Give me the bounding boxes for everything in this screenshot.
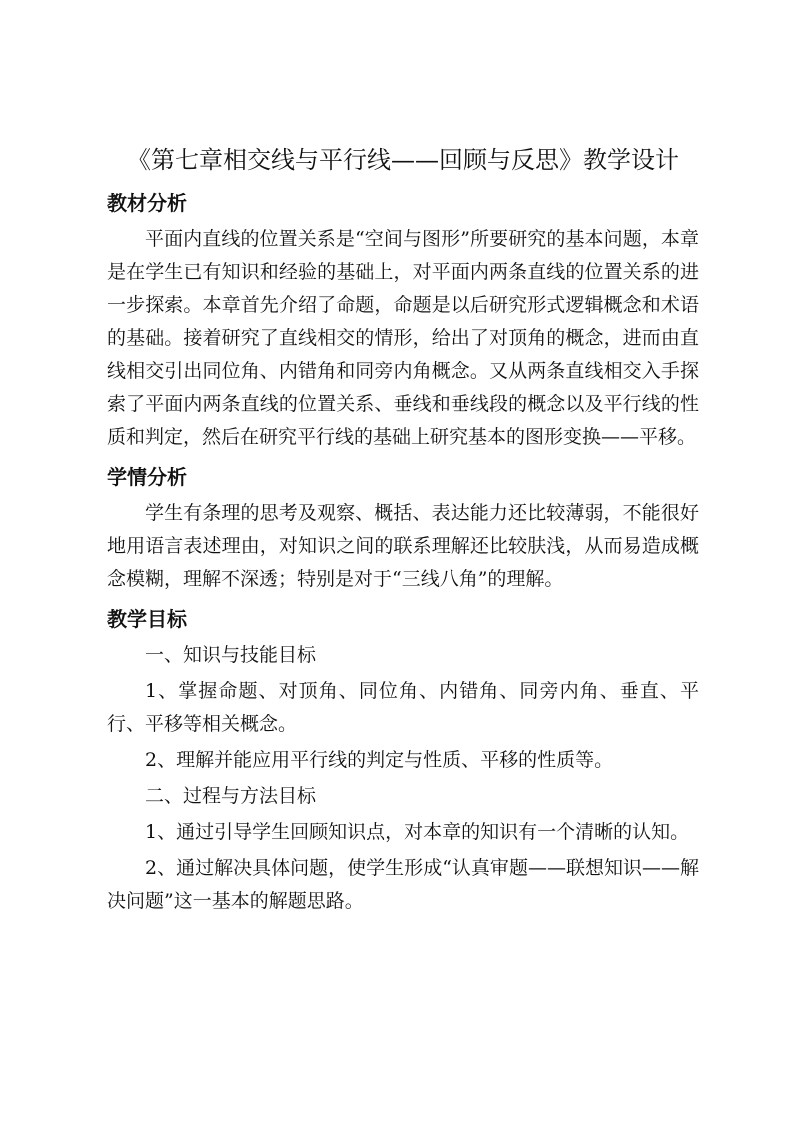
goal-subheading: 二、过程与方法目标 bbox=[145, 785, 317, 807]
section-student-analysis bbox=[107, 460, 699, 596]
paragraph: 学生有条理的思考及观察、概括、表达能力还比较薄弱，不能很好地用语言表述理由，对知识之间的联系理解还比较肤浅，从而易造成概念模糊，理解不深透；特别是对于“三线八角”的理解。 bbox=[107, 502, 699, 590]
section-textbook-analysis bbox=[107, 186, 699, 454]
document-title: 《第七章相交线与平行线——回顾与反思》教学设计 bbox=[127, 146, 679, 174]
document-page bbox=[107, 142, 699, 924]
section-heading: 教材分析 bbox=[107, 191, 187, 215]
goal-item: 2、理解并能应用平行线的判定与性质、平移的性质等。 bbox=[145, 749, 614, 771]
section-heading: 学情分析 bbox=[107, 465, 187, 489]
section-heading: 教学目标 bbox=[107, 607, 187, 631]
paragraph: 平面内直线的位置关系是“空间与图形”所要研究的基本问题，本章是在学生已有知识和经验的基础上，对平面内两条直线的位置关系的进一步探索。本章首先介绍了命题，命题是以后研究形式逻辑概念和术语的基础。接着研究了直线相交的情形，给出了对顶角的概念，进而由直线相交引出同位角、内错角和同旁内角概念。又从两条直线相交入手探索了平面内两条直线的位置关系、垂线和垂线段的概念以及平行线的性质和判定，然后在研究平行线的基础上研究基本的图形变换——平移。 bbox=[107, 228, 699, 448]
goal-item: 1、通过引导学生回顾知识点，对本章的知识有一个清晰的认知。 bbox=[145, 821, 690, 843]
section-teaching-goals bbox=[107, 602, 699, 918]
goal-item: 1、掌握命题、对顶角、同位角、内错角、同旁内角、垂直、平行、平移等相关概念。 bbox=[107, 680, 699, 735]
goal-item: 2、通过解决具体问题，使学生形成“认真审题——联想知识——解决问题”这一基本的解题思路。 bbox=[107, 857, 699, 912]
goal-subheading: 一、知识与技能目标 bbox=[145, 644, 317, 666]
